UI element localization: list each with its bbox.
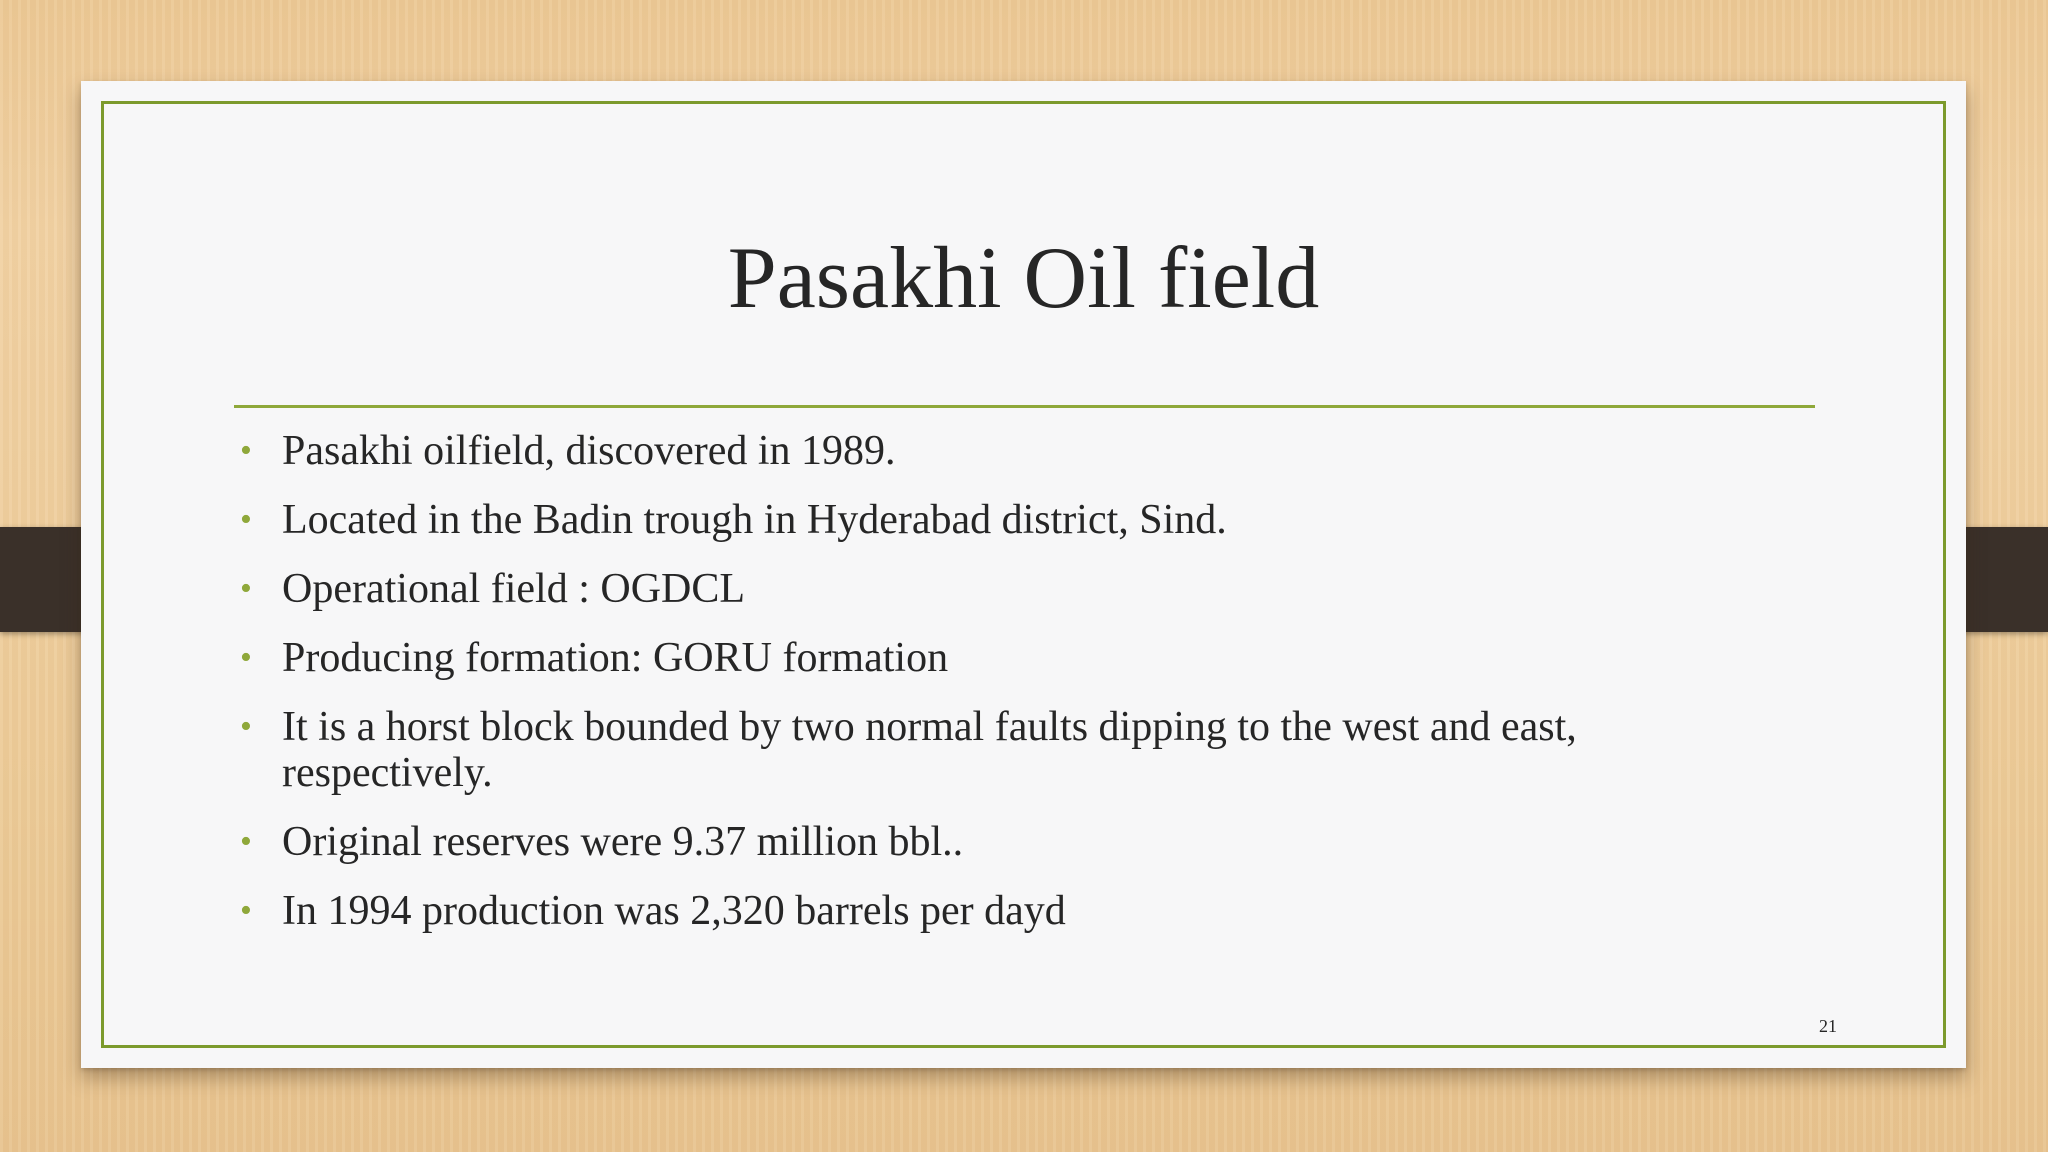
bullet-item [234, 635, 1794, 681]
bullet-text: Original reserves were 9.37 million bbl.. [282, 819, 964, 865]
bullet-icon: • [240, 892, 252, 929]
bullet-item [234, 428, 1794, 474]
bullet-item [234, 566, 1794, 612]
page-number: 21 [1819, 1016, 1837, 1036]
bullet-text: Producing formation: GORU formation [282, 635, 949, 681]
bullet-item [234, 704, 1794, 796]
bullet-item [234, 888, 1794, 934]
bullet-icon: • [240, 432, 252, 469]
bullet-icon: • [240, 570, 252, 607]
slide-title: Pasakhi Oil field [727, 230, 1320, 327]
bullet-icon: • [240, 639, 252, 676]
bullet-icon: • [240, 708, 252, 745]
bullet-item [234, 497, 1794, 543]
bullet-item [234, 819, 1794, 865]
bullet-text: Pasakhi oilfield, discovered in 1989. [282, 428, 896, 474]
bullet-text: Located in the Badin trough in Hyderabad district, Sind. [282, 497, 1227, 543]
bullet-icon: • [240, 501, 252, 538]
slide [81, 81, 1966, 1068]
bullet-text: It is a horst block bounded by two normal faults dipping to the west and east, respectively. [282, 704, 1577, 796]
bullet-text: Operational field : OGDCL [282, 566, 746, 612]
bullet-list [234, 428, 1794, 957]
bullet-icon: • [240, 823, 252, 860]
title-divider [234, 405, 1815, 408]
bullet-text: In 1994 production was 2,320 barrels per dayd [282, 888, 1066, 934]
